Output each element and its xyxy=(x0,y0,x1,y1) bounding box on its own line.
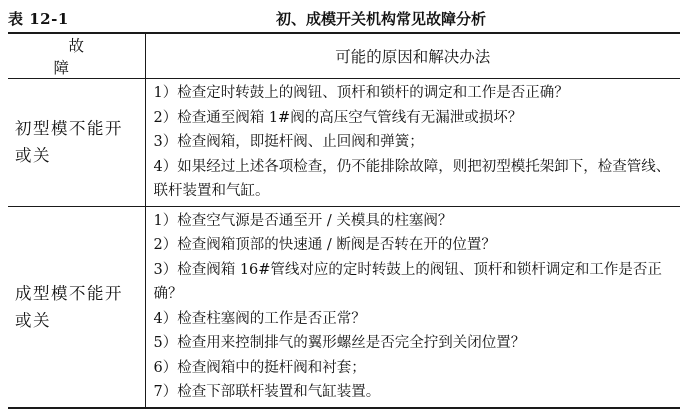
solution-item: 6）检查阀箱中的挺杆阀和衬套； xyxy=(153,359,366,376)
table-row xyxy=(8,206,680,408)
fault-cell-initial-mold: 初型模不能开或关 xyxy=(8,79,145,207)
solution-item: 3）检查阀箱，即挺杆阀、止回阀和弹簧； xyxy=(153,134,424,150)
solution-cell-initial-mold xyxy=(145,79,680,207)
header-row xyxy=(8,33,680,79)
solution-item: 2）检查阀箱顶部的快速通 / 断阀是否转在开的位置？ xyxy=(153,237,496,253)
table-row xyxy=(8,79,680,207)
solution-item: 1）检查定时转鼓上的阀钮、顶杆和锁杆的调定和工作是否正确？ xyxy=(153,85,569,101)
header-fault: 故 障 xyxy=(8,33,145,79)
solution-item: 4）检查柱塞阀的工作是否正常？ xyxy=(153,310,366,327)
solution-item: 3）检查阀箱 16#管线对应的定时转鼓上的阀钮、顶杆和锁杆调定和工作是否正确？ xyxy=(153,261,662,302)
solution-item: 4）如果经过上述各项检查，仍不能排除故障，则把初型模托架卸下，检查管线、联杆装置和气缸。 xyxy=(153,158,671,199)
solution-item: 2）检查通至阀箱 1#阀的高压空气管线有无漏泄或损坏？ xyxy=(153,109,523,126)
table-title: 初、成模开关机构常见故障分析 xyxy=(276,10,487,28)
table-caption xyxy=(8,2,680,30)
solution-item: 5）检查用来控制排气的翼形螺丝是否完全拧到关闭位置？ xyxy=(153,335,526,351)
fault-analysis-table xyxy=(8,32,680,409)
header-solution: 可能的原因和解决办法 xyxy=(145,33,680,79)
solution-item: 7）检查下部联杆装置和气缸装置。 xyxy=(153,384,381,400)
solution-cell-finish-mold xyxy=(145,206,680,408)
table-number: 表 12-1 xyxy=(8,10,69,28)
solution-item: 1）检查空气源是否通至开 / 关模具的柱塞阀？ xyxy=(153,212,453,229)
fault-cell-finish-mold: 成型模不能开或关 xyxy=(8,206,145,408)
